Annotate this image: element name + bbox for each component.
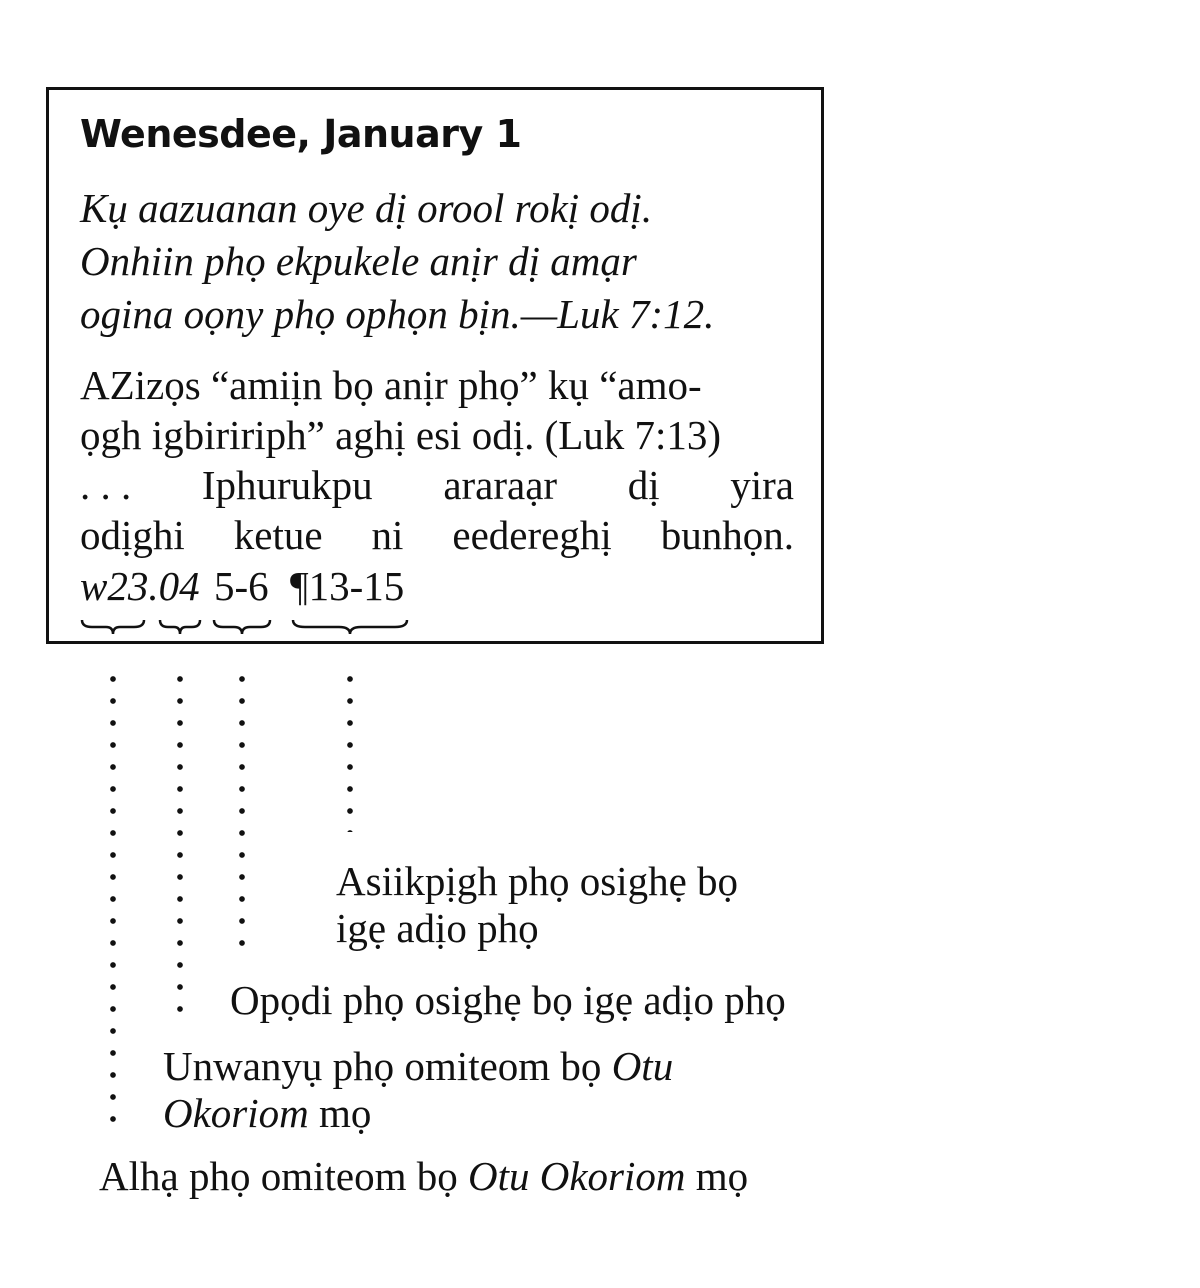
brace-publication	[80, 618, 146, 636]
reference-publication: w23.04	[80, 563, 200, 609]
theme-scripture	[80, 182, 800, 341]
scripture-line: ogina oọny phọ ophọn bịn.—Luk 7:12.	[80, 291, 715, 337]
comment-line	[80, 460, 794, 510]
leader-issue	[177, 668, 183, 1026]
comment-text	[80, 360, 794, 560]
label-line: igẹ adịo phọ	[336, 905, 539, 951]
scripture-line: Kụ aazuanan oye dị orool rokị odị.	[80, 185, 653, 231]
label-text: Alhạ phọ omiteom bọ	[99, 1153, 468, 1199]
label-year	[99, 1153, 748, 1200]
word: ketue	[233, 512, 323, 558]
magazine-title: Otu Okoriom	[467, 1153, 686, 1199]
comment-line: AZizọs “amiịn bọ anịr phọ” kụ “amo-	[80, 362, 702, 408]
label-paragraphs	[336, 858, 738, 952]
label-text: mọ	[685, 1153, 749, 1199]
brace-issue	[158, 618, 202, 636]
comment-line	[80, 510, 794, 560]
leader-paragraphs	[347, 668, 353, 832]
word: yira	[730, 462, 794, 508]
label-text: mọ	[308, 1090, 372, 1136]
word: bunhọn.	[660, 512, 794, 558]
reference-pages: 5-6	[214, 563, 269, 609]
magazine-title: Okoriom	[163, 1090, 309, 1136]
date-heading: Wenesdee, January 1	[80, 112, 522, 156]
word: ni	[371, 512, 404, 558]
leader-pages	[239, 668, 245, 958]
label-text: Unwanyụ phọ omiteom bọ	[163, 1043, 612, 1089]
label-line	[163, 1090, 673, 1137]
brace-pages	[212, 618, 272, 636]
comment-line: ọgh igbiririph” aghị esi odị. (Luk 7:13)	[80, 412, 722, 458]
label-line: Asiikpịgh phọ osighẹ bọ	[336, 858, 739, 904]
label-line	[163, 1043, 673, 1090]
leader-year	[110, 668, 116, 1134]
word: Iphurukpu	[201, 462, 373, 508]
word: dị	[627, 462, 660, 508]
word: eedereghị	[452, 512, 612, 558]
magazine-title: Otu	[611, 1043, 674, 1089]
brace-paragraphs	[291, 618, 409, 636]
reference-paragraphs: ¶13-15	[290, 563, 405, 609]
word: araraạr	[443, 462, 558, 508]
label-issue	[163, 1043, 673, 1137]
label-pages: Opọdi phọ osighẹ bọ igẹ adịo phọ	[230, 977, 786, 1023]
scripture-line: Onhiin phọ ekpukele anịr dị amạr	[80, 238, 637, 284]
word: odịghi	[80, 512, 185, 558]
word: . . .	[80, 462, 132, 508]
